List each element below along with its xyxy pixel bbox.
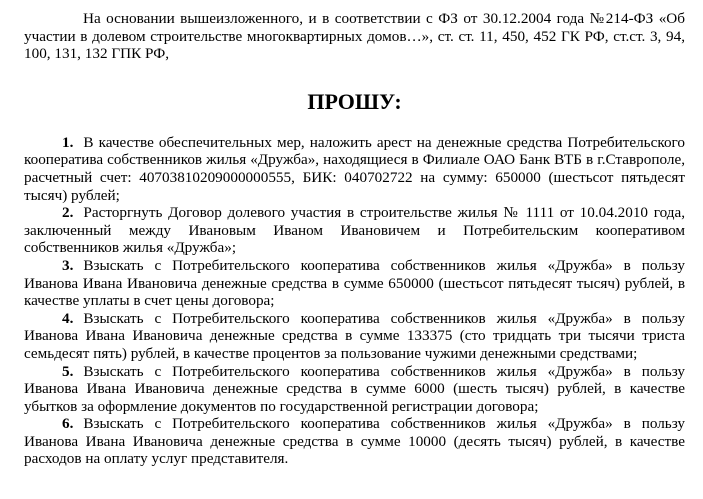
- item-text: Взыскать с Потребительского кооператива собственников жилья «Дружба» в пользу Иванова Ивана Ивановича денежные средства в сумме 133375 (сто тридцать три тысячи триста семьдесят пять) рублей, в качестве процентов за пользование чужими денежными средствами;: [24, 309, 685, 362]
- request-item-6: [24, 415, 685, 468]
- request-item-3: [24, 257, 685, 310]
- item-text: Взыскать с Потребительского кооператива собственников жилья «Дружба» в пользу Иванова Ивана Ивановича денежные средства в сумме 10000 (десять тысяч) рублей, в качестве расходов на оплату услуг представителя.: [24, 415, 685, 468]
- item-number: 6.: [62, 415, 74, 433]
- intro-paragraph: На основании вышеизложенного, и в соответствии с ФЗ от 30.12.2004 года №214-ФЗ «Об участии в долевом строительстве многоквартирных домов…», ст. ст. 11, 450, 452 ГК РФ, ст.ст. 3, 94, 100, 131, 132 ГПК РФ,: [24, 10, 685, 63]
- request-item-1: [24, 134, 685, 204]
- item-number: 1.: [62, 133, 74, 151]
- item-text: Расторгнуть Договор долевого участия в строительстве жилья № 1111 от 10.04.2010 года, заключенный между Ивановым Иваном Ивановичем и Потребительским кооперативом собственников жилья «Дружба»;: [24, 204, 685, 257]
- document-title: ПРОШУ:: [307, 88, 402, 114]
- item-number: 2.: [62, 204, 74, 222]
- item-text: В качестве обеспечительных мер, наложить арест на денежные средства Потребительского кооператива собственников жилья «Дружба», находящиеся в Филиале ОАО Банк ВТБ в г.Ставрополе, расчетный счет: 40703810209000000555, БИК: 040702722 на сумму: 650000 (шестьсот пятьдесят тысяч) рублей;: [24, 133, 685, 204]
- item-text: Взыскать с Потребительского кооператива собственников жилья «Дружба» в пользу Иванова Ивана Ивановича денежные средства в сумме 6000 (шесть тысяч) рублей, в качестве убытков за оформление документов по государственной регистрации договора;: [24, 362, 685, 415]
- item-number: 5.: [62, 362, 74, 380]
- request-item-5: [24, 363, 685, 416]
- item-number: 4.: [62, 309, 74, 327]
- item-number: 3.: [62, 256, 74, 274]
- request-list: [24, 134, 685, 468]
- request-item-4: [24, 310, 685, 363]
- item-text: Взыскать с Потребительского кооператива собственников жилья «Дружба» в пользу Иванова Ивана Ивановича денежные средства в сумме 650000 (шестьсот пятьдесят тысяч) рублей, в качестве уплаты в счет цены договора;: [24, 256, 685, 310]
- request-item-2: [24, 204, 685, 257]
